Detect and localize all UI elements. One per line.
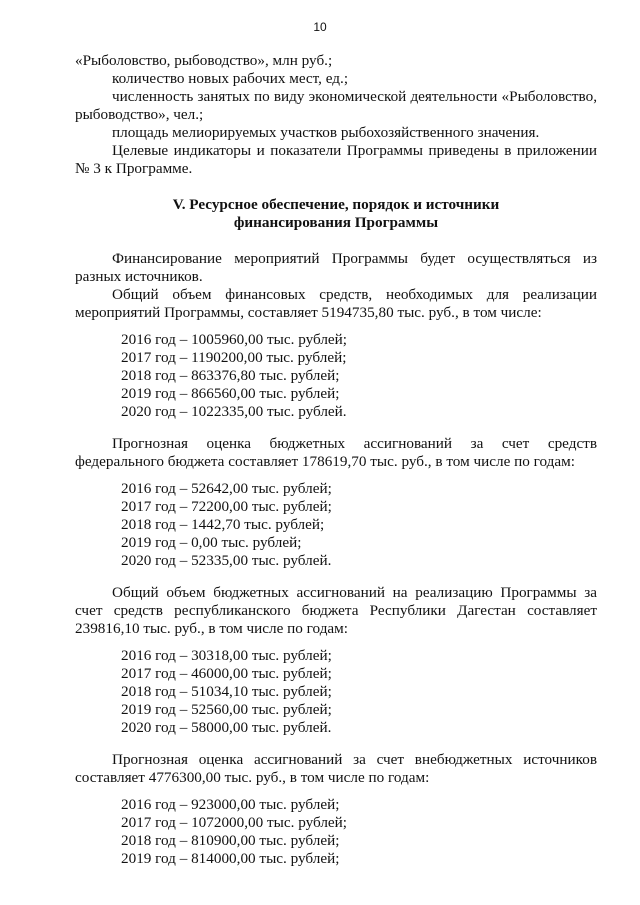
list-item: 2020 год – 58000,00 тыс. рублей. [121, 719, 332, 736]
list-item: 2017 год – 1072000,00 тыс. рублей; [121, 814, 348, 831]
list-item: 2016 год – 923000,00 тыс. рублей; [121, 796, 340, 813]
financing-paragraph-2: Общий объем финансовых средств, необходимых для реализации мероприятий Программы, составляет 5194735,80 тыс. руб., в том числе: [75, 286, 597, 321]
list-item: 2017 год – 72200,00 тыс. рублей; [121, 498, 332, 515]
list-item: 2019 год – 52560,00 тыс. рублей; [121, 701, 332, 718]
list-item: 2016 год – 1005960,00 тыс. рублей; [121, 331, 348, 348]
federal-budget-paragraph: Прогнозная оценка бюджетных ассигнований за счет средств федерального бюджета составляет 178619,70 тыс. руб., в том числе по годам: [75, 435, 597, 470]
off-budget-paragraph: Прогнозная оценка ассигнований за счет внебюджетных источников составляет 4776300,00 тыс. руб., в том числе по годам: [75, 751, 597, 786]
list-item: 2016 год – 30318,00 тыс. рублей; [121, 647, 332, 664]
republic-budget-list [75, 647, 597, 737]
list-item: 2019 год – 814000,00 тыс. рублей; [121, 850, 340, 867]
federal-budget-list [75, 480, 597, 570]
intro-line-4: площадь мелиорируемых участков рыбохозяйственного значения. [112, 124, 540, 141]
financing-paragraph-1: Финансирование мероприятий Программы будет осуществляться из разных источников. [75, 250, 597, 285]
document-body [75, 52, 597, 868]
list-item: 2017 год – 46000,00 тыс. рублей; [121, 665, 332, 682]
intro-line-2: количество новых рабочих мест, ед.; [112, 70, 349, 87]
list-item: 2019 год – 866560,00 тыс. рублей; [121, 385, 340, 402]
list-item: 2016 год – 52642,00 тыс. рублей; [121, 480, 332, 497]
section-heading [75, 196, 597, 232]
intro-line-1: «Рыболовство, рыбоводство», млн руб.; [75, 52, 333, 69]
republic-budget-paragraph: Общий объем бюджетных ассигнований на реализацию Программы за счет средств республиканского бюджета Республики Дагестан составляет 239816,10 тыс. руб., в том числе по годам: [75, 584, 597, 637]
list-item: 2018 год – 51034,10 тыс. рублей; [121, 683, 332, 700]
page-number: 10 [313, 20, 327, 34]
list-item: 2020 год – 52335,00 тыс. рублей. [121, 552, 332, 569]
list-item: 2018 год – 810900,00 тыс. рублей; [121, 832, 340, 849]
list-item: 2018 год – 863376,80 тыс. рублей; [121, 367, 340, 384]
list-item: 2018 год – 1442,70 тыс. рублей; [121, 516, 325, 533]
intro-line-3: численность занятых по виду экономической деятельности «Рыболовство, рыбоводство», чел.; [75, 88, 597, 123]
list-item: 2020 год – 1022335,00 тыс. рублей. [121, 403, 347, 420]
section-heading-line-1: V. Ресурсное обеспечение, порядок и источники [172, 196, 500, 213]
list-item: 2017 год – 1190200,00 тыс. рублей; [121, 349, 347, 366]
total-funding-list [75, 331, 597, 421]
list-item: 2019 год – 0,00 тыс. рублей; [121, 534, 302, 551]
off-budget-list [75, 796, 597, 868]
intro-line-5: Целевые индикаторы и показатели Программы приведены в приложении № 3 к Программе. [75, 142, 597, 177]
section-heading-line-2: финансирования Программы [233, 214, 439, 231]
